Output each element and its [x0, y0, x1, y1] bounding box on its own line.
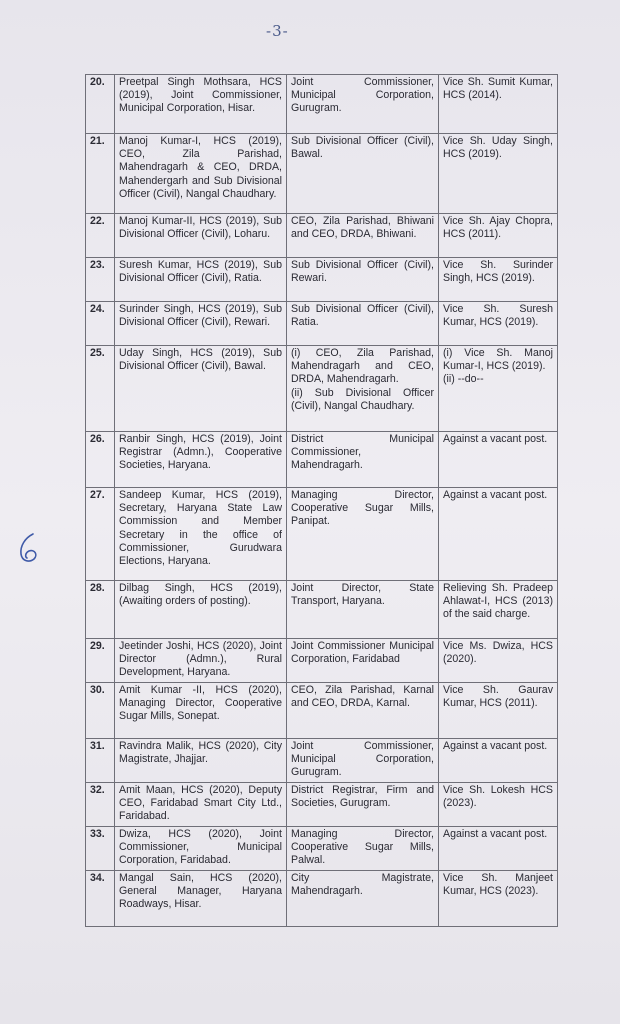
new-posting-cell: Sub Divisional Officer (Civil), Bawal.	[287, 134, 439, 214]
officer-details-cell: Preetpal Singh Mothsara, HCS (2019), Joint Commissioner, Municipal Corporation, Hisar.	[115, 75, 287, 134]
serial-number: 26.	[86, 432, 115, 488]
table-row	[86, 214, 558, 258]
serial-number: 31.	[86, 739, 115, 783]
table-row	[86, 346, 558, 432]
remarks-cell: Vice Sh. Gaurav Kumar, HCS (2011).	[439, 683, 558, 739]
remarks-cell: Against a vacant post.	[439, 827, 558, 871]
new-posting-cell: (i) CEO, Zila Parishad, Mahendragarh and CEO, DRDA, Mahendragarh. (ii) Sub Divisional Officer (Civil), Nangal Chaudhary.	[287, 346, 439, 432]
officer-details-cell: Jeetinder Joshi, HCS (2020), Joint Director (Admn.), Rural Development, Haryana.	[115, 639, 287, 683]
new-posting-cell: Sub Divisional Officer (Civil), Rewari.	[287, 258, 439, 302]
officer-details-cell: Dilbag Singh, HCS (2019), (Awaiting orders of posting).	[115, 581, 287, 639]
serial-number: 25.	[86, 346, 115, 432]
transfer-orders-table	[85, 74, 558, 927]
new-posting-cell: Joint Commissioner, Municipal Corporation, Gurugram.	[287, 75, 439, 134]
table-row	[86, 783, 558, 827]
table-row	[86, 871, 558, 927]
serial-number: 32.	[86, 783, 115, 827]
serial-number: 22.	[86, 214, 115, 258]
remarks-cell: Vice Sh. Suresh Kumar, HCS (2019).	[439, 302, 558, 346]
new-posting-cell: Sub Divisional Officer (Civil), Ratia.	[287, 302, 439, 346]
new-posting-cell: Managing Director, Cooperative Sugar Mills, Palwal.	[287, 827, 439, 871]
table-row	[86, 827, 558, 871]
table-row	[86, 639, 558, 683]
serial-number: 28.	[86, 581, 115, 639]
serial-number: 30.	[86, 683, 115, 739]
table-row	[86, 432, 558, 488]
table-row	[86, 739, 558, 783]
officer-details-cell: Surinder Singh, HCS (2019), Sub Divisional Officer (Civil), Rewari.	[115, 302, 287, 346]
remarks-cell: Vice Sh. Lokesh HCS (2023).	[439, 783, 558, 827]
serial-number: 33.	[86, 827, 115, 871]
serial-number: 29.	[86, 639, 115, 683]
officer-details-cell: Mangal Sain, HCS (2020), General Manager, Haryana Roadways, Hisar.	[115, 871, 287, 927]
remarks-cell: Against a vacant post.	[439, 488, 558, 581]
remarks-cell: Against a vacant post.	[439, 432, 558, 488]
remarks-cell: Vice Sh. Ajay Chopra, HCS (2011).	[439, 214, 558, 258]
serial-number: 20.	[86, 75, 115, 134]
new-posting-cell: Managing Director, Cooperative Sugar Mills, Panipat.	[287, 488, 439, 581]
new-posting-cell: Joint Director, State Transport, Haryana.	[287, 581, 439, 639]
remarks-cell: Vice Sh. Uday Singh, HCS (2019).	[439, 134, 558, 214]
remarks-cell: (i) Vice Sh. Manoj Kumar-I, HCS (2019). (ii) --do--	[439, 346, 558, 432]
new-posting-cell: District Registrar, Firm and Societies, Gurugram.	[287, 783, 439, 827]
remarks-cell: Relieving Sh. Pradeep Ahlawat-I, HCS (2013) of the said charge.	[439, 581, 558, 639]
officer-details-cell: Uday Singh, HCS (2019), Sub Divisional Officer (Civil), Bawal.	[115, 346, 287, 432]
table-row	[86, 258, 558, 302]
table-row	[86, 581, 558, 639]
remarks-cell: Vice Sh. Surinder Singh, HCS (2019).	[439, 258, 558, 302]
officer-details-cell: Amit Maan, HCS (2020), Deputy CEO, Faridabad Smart City Ltd., Faridabad.	[115, 783, 287, 827]
table-row	[86, 488, 558, 581]
serial-number: 24.	[86, 302, 115, 346]
new-posting-cell: Joint Commissioner Municipal Corporation, Faridabad	[287, 639, 439, 683]
new-posting-cell: Joint Commissioner, Municipal Corporation, Gurugram.	[287, 739, 439, 783]
remarks-cell: Against a vacant post.	[439, 739, 558, 783]
table-row	[86, 683, 558, 739]
new-posting-cell: District Municipal Commissioner, Mahendragarh.	[287, 432, 439, 488]
remarks-cell: Vice Ms. Dwiza, HCS (2020).	[439, 639, 558, 683]
officer-details-cell: Sandeep Kumar, HCS (2019), Secretary, Haryana State Law Commission and Member Secretary in the office of Commissioner, Gurudwara Elections, Haryana.	[115, 488, 287, 581]
table-body	[86, 75, 558, 927]
serial-number: 23.	[86, 258, 115, 302]
officer-details-cell: Ravindra Malik, HCS (2020), City Magistrate, Jhajjar.	[115, 739, 287, 783]
serial-number: 27.	[86, 488, 115, 581]
table-row	[86, 302, 558, 346]
officer-details-cell: Ranbir Singh, HCS (2019), Joint Registrar (Admn.), Cooperative Societies, Haryana.	[115, 432, 287, 488]
officer-details-cell: Amit Kumar -II, HCS (2020), Managing Director, Cooperative Sugar Mills, Sonepat.	[115, 683, 287, 739]
officer-details-cell: Suresh Kumar, HCS (2019), Sub Divisional Officer (Civil), Ratia.	[115, 258, 287, 302]
table-row	[86, 75, 558, 134]
new-posting-cell: CEO, Zila Parishad, Bhiwani and CEO, DRDA, Bhiwani.	[287, 214, 439, 258]
table-row	[86, 134, 558, 214]
remarks-cell: Vice Sh. Sumit Kumar, HCS (2014).	[439, 75, 558, 134]
serial-number: 21.	[86, 134, 115, 214]
page-number: -3-	[266, 22, 289, 40]
serial-number: 34.	[86, 871, 115, 927]
new-posting-cell: CEO, Zila Parishad, Karnal and CEO, DRDA, Karnal.	[287, 683, 439, 739]
officer-details-cell: Manoj Kumar-I, HCS (2019), CEO, Zila Parishad, Mahendragarh & CEO, DRDA, Mahendergarh and Sub Divisional Officer (Civil), Nangal Chaudhary.	[115, 134, 287, 214]
new-posting-cell: City Magistrate, Mahendragarh.	[287, 871, 439, 927]
remarks-cell: Vice Sh. Manjeet Kumar, HCS (2023).	[439, 871, 558, 927]
officer-details-cell: Manoj Kumar-II, HCS (2019), Sub Divisional Officer (Civil), Loharu.	[115, 214, 287, 258]
handwritten-margin-mark	[16, 530, 42, 566]
officer-details-cell: Dwiza, HCS (2020), Joint Commissioner, Municipal Corporation, Faridabad.	[115, 827, 287, 871]
